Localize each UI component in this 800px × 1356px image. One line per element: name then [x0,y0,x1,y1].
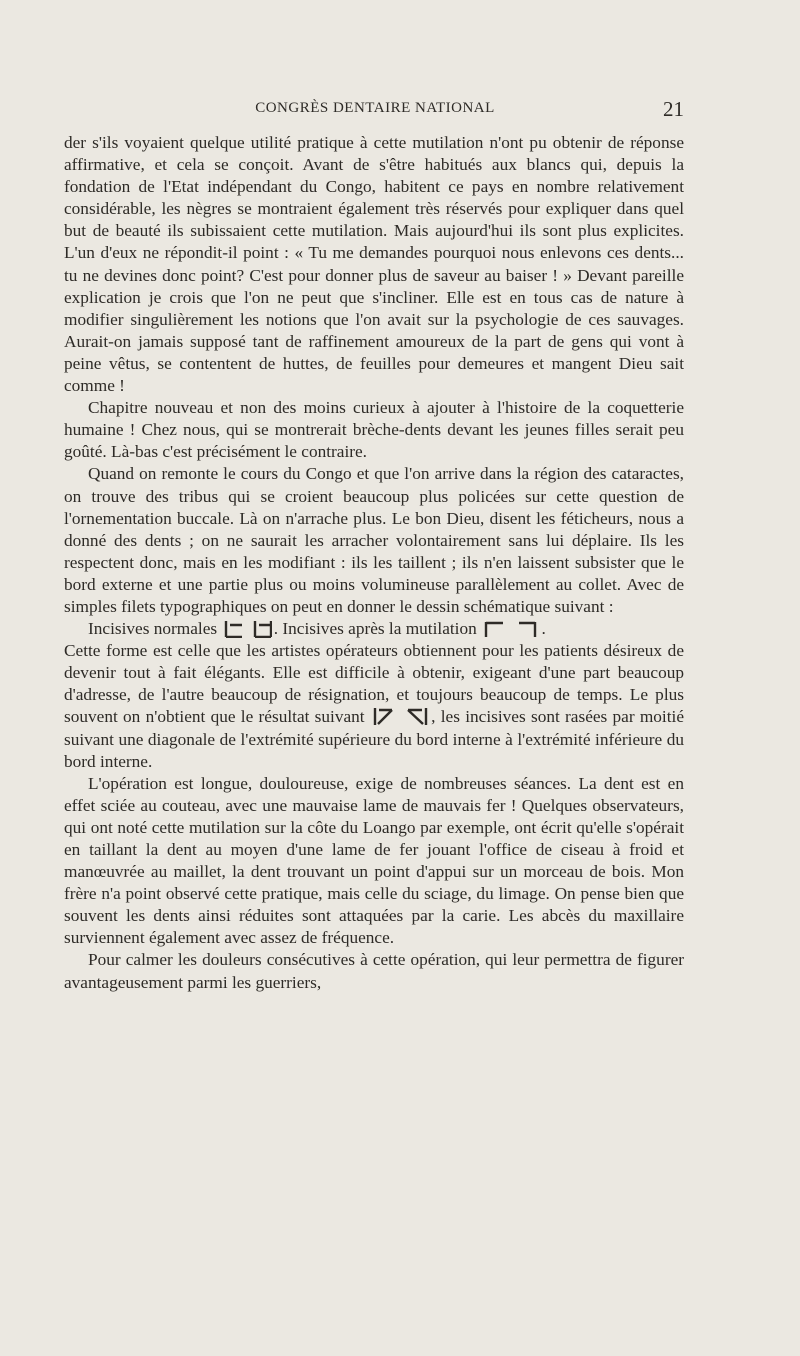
normal-incisor-symbol [223,620,243,638]
figure-text-before: Incisives normales [88,619,218,639]
figure-text-middle: . Incisives après la mutilation [273,619,477,639]
tooth-figure-line [64,618,684,640]
paragraph: Pour calmer les douleurs consécutives à cette opération, qui leur permettra de figurer avantageusement parmi les guerriers, [64,950,684,992]
paragraph: Quand on remonte le cours du Congo et que l'on arrive dans la région des cataractes, on trouve des tribus qui se croient beaucoup plus policées sur cette question de l'ornementation buccale. Là on n'arrache plus. Le bon Dieu, disent les féticheurs, nous a donné des dents ; on ne saurait les arracher volontairement sans lui déplaire. Ils les respectent donc, mais en les modifiant : ils les taillent ; ils n'en laissent subsister que le bord externe et une partie plus ou moins volumineuse parallèlement au collet. Avec de simples filets typographiques on peut en donner le dessin schématique suivant : [64,464,684,616]
paragraph-text: , les incisives sont rasées par moitié suivant une diagonale de l'extrémité supérieure du bord interne à l'extrémité inférieure du bord interne. [64,707,685,771]
body-text [64,132,684,994]
normal-incisor-symbol [252,620,272,638]
figure-text-after: . [541,619,546,639]
diagonal-incisor-symbol [372,706,396,726]
page-header [66,97,684,124]
paragraph: der s'ils voyaient quelque utilité pratique à cette mutilation n'ont pu obtenir de réponse affirmative, et cela se conçoit. Avant de s'être habitués aux blancs qui, depuis la fondation de l'Etat indépendant du Congo, habitent ce pays en nombre relativement considérable, les nègres se montraient également très réservés pour expliquer dans quel but de beauté ils subissaient cette mutilation. Mais aujourd'hui ils sont plus explicites. L'un d'eux ne répondit-il point : « Tu me demandes pourquoi nous enlevons ces dents... tu ne devines donc point? C'est pour donner plus de saveur au baiser ! » Devant pareille explication je crois que l'on ne peut que s'incliner. Elle est en tous cas de nature à modifier singulièrement les notions que l'on avait sur la psychologie de ces sauvages. Aurait-on jamais supposé tant de raffinement amoureux de la part de gens qui vont à peine vêtus, se contentent de huttes, de feuilles pour demeures et mangent Dieu sait comme ! [64,133,684,396]
running-head: CONGRÈS DENTAIRE NATIONAL [255,100,495,116]
cut-incisor-symbol [483,620,507,638]
cut-incisor-symbol [515,620,539,638]
paragraph-text: Cette forme est celle que les artistes opérateurs obtiennent pour les patients désireux de devenir tout à fait élégants. Elle est difficile à obtenir, exigeant d'une part beaucoup d'adresse, de l'autre beaucoup de résignation, et toujours beaucoup de temps. Le plus souvent on n'obtient que le résultat suivant [64,641,684,727]
paragraph: Chapitre nouveau et non des moins curieux à ajouter à l'histoire de la coquetterie humaine ! Chez nous, qui se montrerait brèche-dents devant les jeunes filles serait peu goûté. Là-bas c'est précisément le contraire. [64,398,684,462]
page-number: 21 [663,97,684,121]
diagonal-incisor-symbol [405,706,429,726]
paragraph [64,640,684,773]
paragraph: L'opération est longue, douloureuse, exige de nombreuses séances. La dent est en effet sciée au couteau, avec une mauvaise lame de mauvais fer ! Quelques observateurs, qui ont noté cette mutilation sur la côte du Loango par exemple, ont écrit qu'elle s'opérait en taillant la dent au moyen d'une lame de fer jouant l'office de ciseau à froid et manœuvrée au maillet, la dent trouvant un point d'appui sur un morceau de bois. Mon frère n'a point observé cette pratique, mais celle du sciage, du limage. On pense bien que souvent les dents ainsi réduites sont attaquées par la carie. Les abcès du maxillaire surviennent également avec assez de fréquence. [64,773,684,948]
